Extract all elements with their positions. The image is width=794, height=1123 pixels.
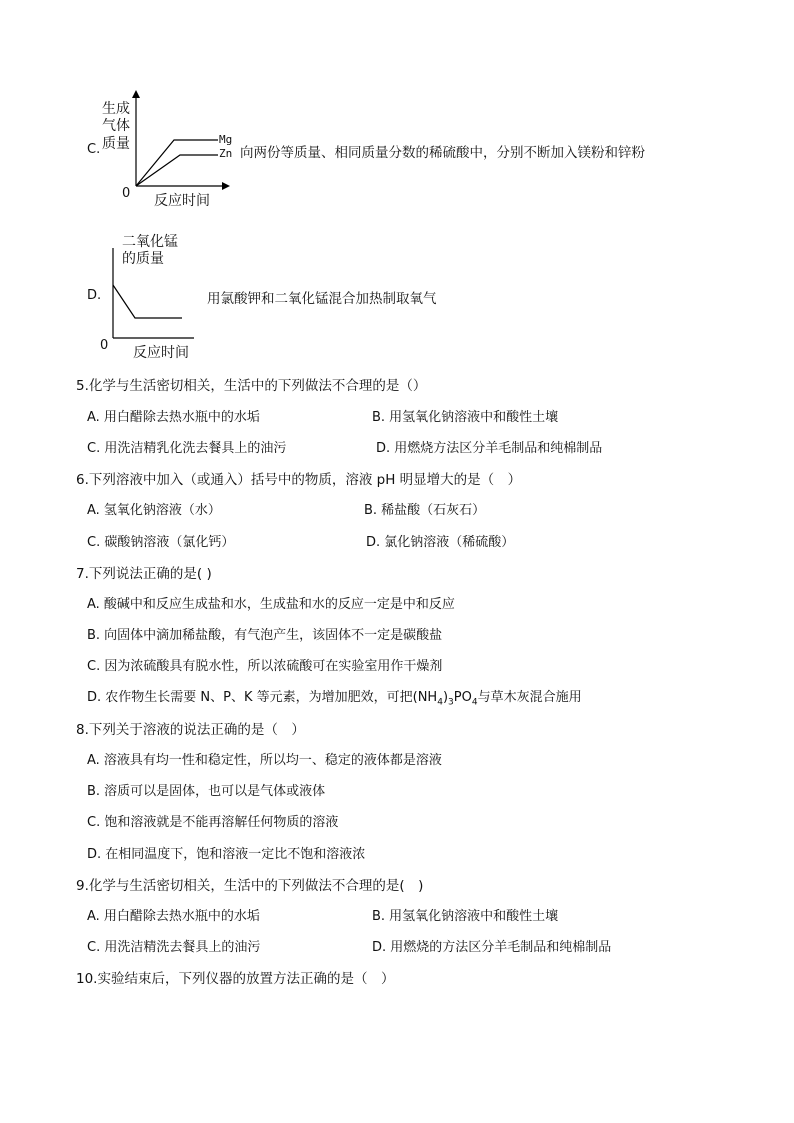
graph-c-series-mg: Mg (219, 133, 233, 146)
q9-option-a: A. 用白醋除去热水瓶中的水垢 (87, 909, 260, 924)
option-c-label: C. (87, 142, 101, 157)
q5-stem: 5.化学与生活密切相关，生活中的下列做法不合理的是（） (76, 378, 427, 394)
q9-option-c: C. 用洗洁精洗去餐具上的油污 (87, 940, 261, 955)
q10-stem: 10.实验结束后，下列仪器的放置方法正确的是（ ） (76, 971, 395, 987)
graph-d-description: 用氯酸钾和二氧化锰混合加热制取氧气 (207, 291, 437, 307)
graph-d-ylabel-1: 二氧化锰 (122, 234, 178, 250)
q5-option-c: C. 用洗洁精乳化洗去餐具上的油污 (87, 441, 287, 456)
q9-option-d: D. 用燃烧的方法区分羊毛制品和纯棉制品 (372, 940, 612, 955)
q6-option-a: A. 氢氧化钠溶液（水） (87, 503, 221, 518)
graph-c-xlabel: 反应时间 (154, 193, 210, 209)
q8-stem: 8.下列关于溶液的说法正确的是（ ） (76, 722, 305, 738)
graph-d-ylabel-2: 的质量 (122, 251, 164, 267)
q7-stem: 7.下列说法正确的是( ) (76, 566, 212, 582)
q6-option-c: C. 碳酸钠溶液（氯化钙） (87, 535, 235, 550)
graph-d-origin: 0 (100, 338, 109, 353)
q9-stem: 9.化学与生活密切相关，生活中的下列做法不合理的是( ) (76, 878, 424, 894)
q8-option-c: C. 饱和溶液就是不能再溶解任何物质的溶液 (87, 815, 339, 830)
option-d-label: D. (87, 288, 102, 303)
graph-d-xlabel: 反应时间 (133, 345, 189, 361)
q9-option-b: B. 用氢氧化钠溶液中和酸性土壤 (372, 909, 559, 924)
q6-option-b: B. 稀盐酸（石灰石） (364, 503, 486, 518)
graph-c-ylabel-1: 生成 (102, 101, 130, 117)
graph-c-ylabel-2: 气体 (102, 118, 130, 134)
q7-option-b: B. 向固体中滴加稀盐酸，有气泡产生，该固体不一定是碳酸盐 (87, 628, 443, 643)
q7-option-d: D. 农作物生长需要 N、P、K 等元素，为增加肥效，可把$(NH_4)_3PO_4$与草木灰混合施用 (87, 690, 582, 708)
q8-option-b: B. 溶质可以是固体，也可以是气体或液体 (87, 784, 326, 799)
graph-c-description: 向两份等质量、相同质量分数的稀硫酸中，分别不断加入镁粉和锌粉 (240, 145, 645, 161)
q7-option-a: A. 酸碱中和反应生成盐和水，生成盐和水的反应一定是中和反应 (87, 597, 455, 612)
q7-option-c: C. 因为浓硫酸具有脱水性，所以浓硫酸可在实验室用作干燥剂 (87, 659, 443, 674)
graph-c-line-mg (136, 140, 218, 186)
graph-d-line (113, 285, 182, 318)
q8-option-a: A. 溶液具有均一性和稳定性，所以均一、稳定的液体都是溶液 (87, 753, 442, 768)
graph-c-ylabel-3: 质量 (102, 136, 130, 152)
graph-c-origin: 0 (122, 186, 131, 201)
q6-option-d: D. 氯化钠溶液（稀硫酸） (366, 535, 515, 550)
q5-option-b: B. 用氢氧化钠溶液中和酸性土壤 (372, 410, 559, 425)
q5-option-a: A. 用白醋除去热水瓶中的水垢 (87, 410, 260, 425)
q8-option-d: D. 在相同温度下，饱和溶液一定比不饱和溶液浓 (87, 847, 366, 862)
q6-stem: 6.下列溶液中加入（或通入）括号中的物质，溶液 pH 明显增大的是（ ） (76, 472, 522, 488)
q5-option-d: D. 用燃烧方法区分羊毛制品和纯棉制品 (376, 441, 603, 456)
graph-c-series-zn: Zn (219, 147, 233, 160)
